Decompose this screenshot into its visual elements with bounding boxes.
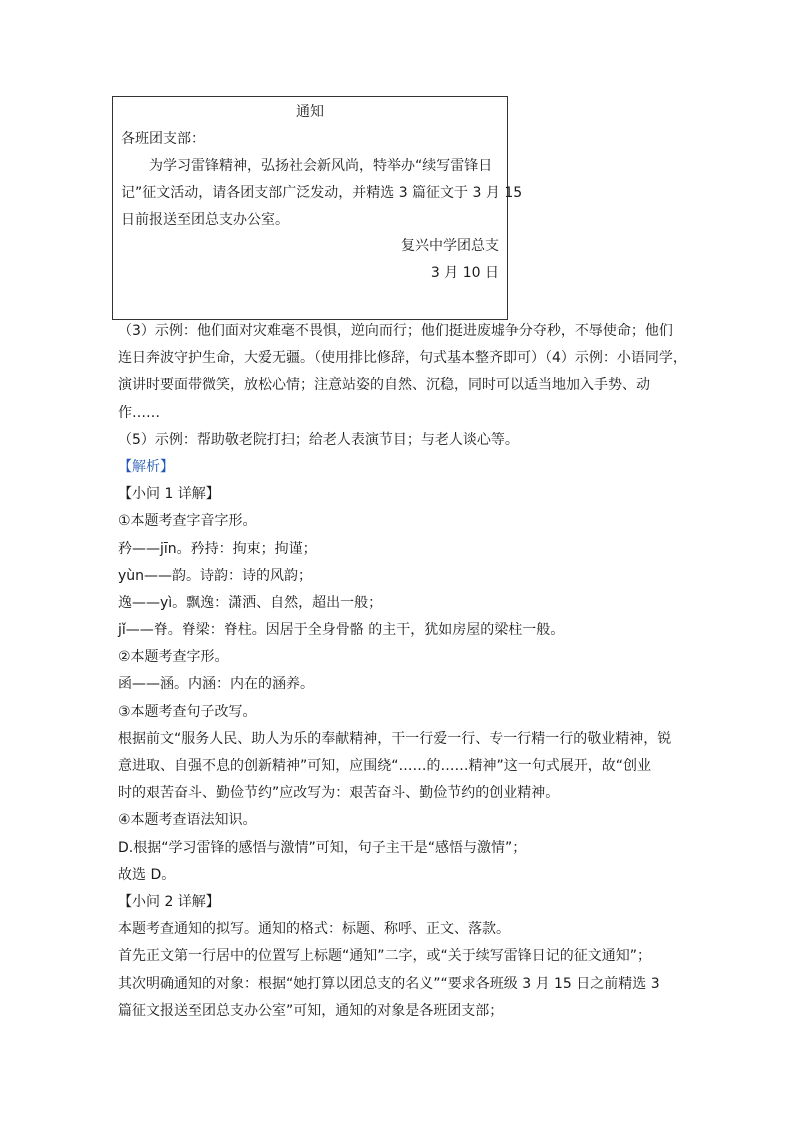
text-line: 篇征文报送至团总支办公室”可知，通知的对象是各班团支部；: [118, 1002, 504, 1019]
text-line: 根据前文“服务人民、助人为乐的奉献精神，干一行爱一行、专一行精一行的敬业精神，锐: [118, 730, 672, 747]
text-line: 函——涵。内涵：内在的涵养。: [118, 676, 314, 693]
notice-body-line: 记”征文活动，请各团支部广泛发动，并精选 3 篇征文于 3 月 15: [121, 185, 523, 201]
notice-salutation: 各班团支部：: [121, 131, 205, 147]
text-line: ②本题考查字形。: [118, 649, 229, 666]
text-line: ④本题考查语法知识。: [118, 812, 257, 829]
text-line: 首先正文第一行居中的位置写上标题“通知”二字，或“关于续写雷锋日记的征文通知”；: [118, 948, 652, 965]
answer-content: [118, 318, 687, 1025]
text-line: 矜——jīn。矜持：拘束；拘谨；: [118, 540, 317, 557]
text-line: 故选 D。: [118, 866, 176, 883]
text-line: 意进取、自强不息的创新精神”可知，应围绕“……的……精神”这一句式展开，故“创业: [118, 758, 652, 774]
question-1-heading: 【小问 1 详解】: [118, 486, 220, 503]
text-line: 时的艰苦奋斗、勤俭节约”应改写为：艰苦奋斗、勤俭节约的创业精神。: [118, 785, 560, 802]
answer-4-line: 演讲时要面带微笑，放松心情；注意站姿的自然、沉稳，同时可以适当地加入手势、动: [118, 377, 650, 394]
text-line: jǐ——脊。脊梁：脊柱。因居于全身骨骼 的主干，犹如房屋的梁柱一般。: [118, 622, 565, 639]
analysis-heading: 【解析】: [118, 458, 174, 475]
question-2-heading: 【小问 2 详解】: [118, 893, 220, 910]
notice-date: 3 月 10 日: [430, 265, 499, 281]
text-line: 其次明确通知的对象：根据“她打算以团总支的名义”“要求各班级 3 月 15 日之前精选 3: [118, 975, 660, 992]
notice-box: [112, 96, 523, 320]
answer-4-line: 作……: [118, 404, 160, 421]
answer-3-4-line: 连日奔波守护生命，大爱无疆。（使用排比修辞，句式基本整齐即可）（4）示例：小语同学，: [118, 350, 687, 367]
text-line: D.根据“学习雷锋的感悟与激情”可知，句子主干是“感悟与激情”；: [118, 839, 527, 856]
text-line: yùn——韵。诗韵：诗的风韵；: [118, 567, 313, 584]
notice-body-line: 日前报送至团总支办公室。: [121, 212, 289, 228]
notice-body-line: 为学习雷锋精神，弘扬社会新风尚，特举办“续写雷锋日: [149, 158, 493, 174]
answer-5-line: （5）示例：帮助敬老院打扫；给老人表演节目；与老人谈心等。: [118, 431, 519, 448]
notice-title: 通知: [296, 104, 324, 120]
text-line: 本题考查通知的拟写。通知的格式：标题、称呼、正文、落款。: [118, 921, 510, 938]
text-line: ①本题考查字音字形。: [118, 513, 257, 530]
answer-3-line: （3）示例：他们面对灾难毫不畏惧，逆向而行；他们挺进废墟争分夺秒，不辱使命；他们: [118, 323, 673, 339]
notice-signature: 复兴中学团总支: [401, 238, 499, 254]
text-line: 逸——yì。飘逸：潇洒、自然，超出一般；: [118, 594, 383, 611]
text-line: ③本题考查句子改写。: [118, 703, 257, 720]
